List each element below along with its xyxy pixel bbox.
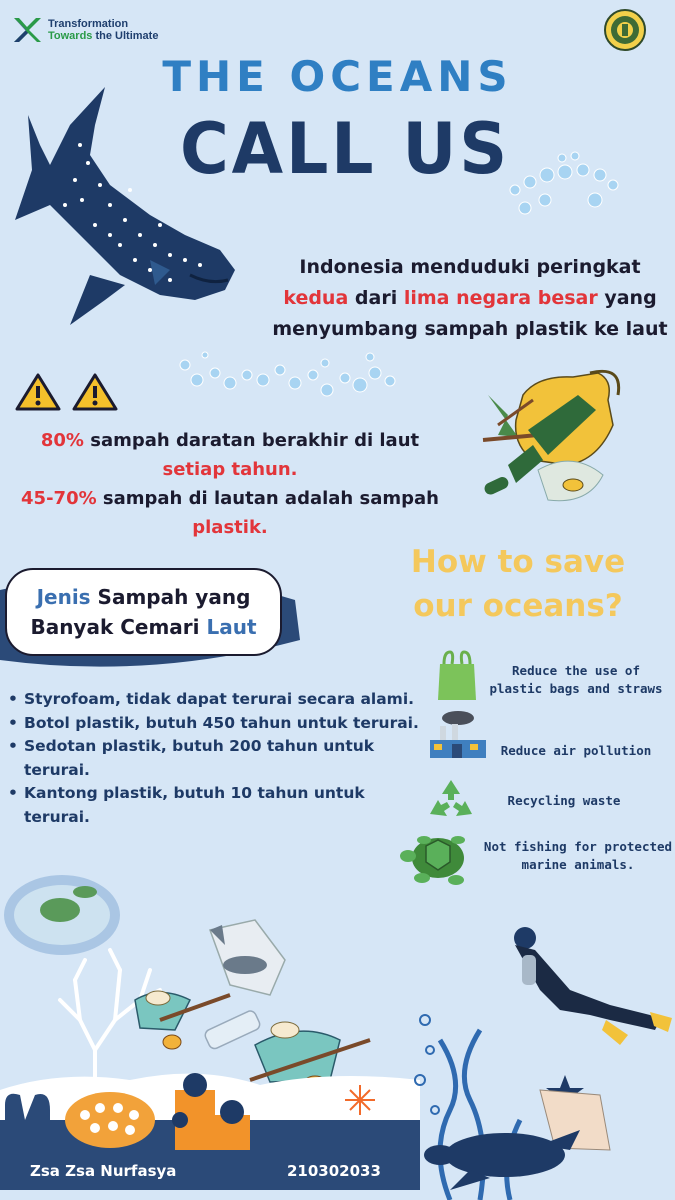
author-name: Zsa Zsa Nurfasya: [30, 1162, 177, 1180]
tip-recycling: Recycling waste: [507, 793, 621, 808]
university-seal-icon: [603, 8, 647, 52]
recycle-icon: [428, 778, 474, 824]
brand-line-2: Towards the Ultimate: [48, 30, 159, 42]
marine-pollution-scene: [0, 870, 420, 1150]
stat-1: 80% sampah daratan berakhir di laut setiap tahun.: [40, 430, 420, 480]
plastic-bag-icon: [436, 650, 478, 702]
how-to-save-heading: How to save our oceans?: [410, 544, 626, 624]
brand-line-1: Transformation: [48, 18, 129, 30]
tip-no-fishing: Not fishing for protected marine animals.: [483, 839, 673, 872]
bubbles-icon: [505, 150, 625, 220]
intro-text: Indonesia menduduki peringkat kedua dari lima negara besar yang menyumbang sampah plastik ke laut: [272, 256, 668, 340]
factory-icon: [430, 708, 486, 758]
title-line-2: CALL US: [179, 108, 511, 190]
brand-x-icon: [12, 16, 42, 44]
brand-logo: [12, 16, 158, 44]
student-id: 210302033: [287, 1162, 381, 1180]
plastic-trash-illustration: [478, 365, 638, 510]
whale-shark-icon: [10, 85, 240, 335]
list-item: • Sedotan plastik, butuh 200 tahun untuk terurai.: [8, 735, 428, 782]
diver-scene: [410, 920, 675, 1200]
bubbles-icon: [175, 345, 405, 405]
tip-reduce-air-pollution: Reduce air pollution: [500, 743, 652, 758]
warning-icon: [72, 372, 118, 412]
stat-2: 45-70% sampah di lautan adalah sampah plastik.: [21, 488, 439, 538]
list-item: • Styrofoam, tidak dapat terurai secara alami.: [8, 688, 428, 712]
warning-icon: [15, 372, 61, 412]
list-item: • Botol plastik, butuh 450 tahun untuk terurai.: [8, 712, 428, 736]
tip-reduce-plastic: Reduce the use of plastic bags and straws: [489, 663, 663, 696]
jenis-sampah-box: Jenis Sampah yang Banyak Cemari Laut: [5, 568, 282, 656]
title-line-1: THE OCEANS: [162, 52, 513, 101]
waste-type-list: [8, 688, 428, 829]
list-item: • Kantong plastik, butuh 10 tahun untuk terurai.: [8, 782, 428, 829]
stats-text: [10, 426, 450, 542]
